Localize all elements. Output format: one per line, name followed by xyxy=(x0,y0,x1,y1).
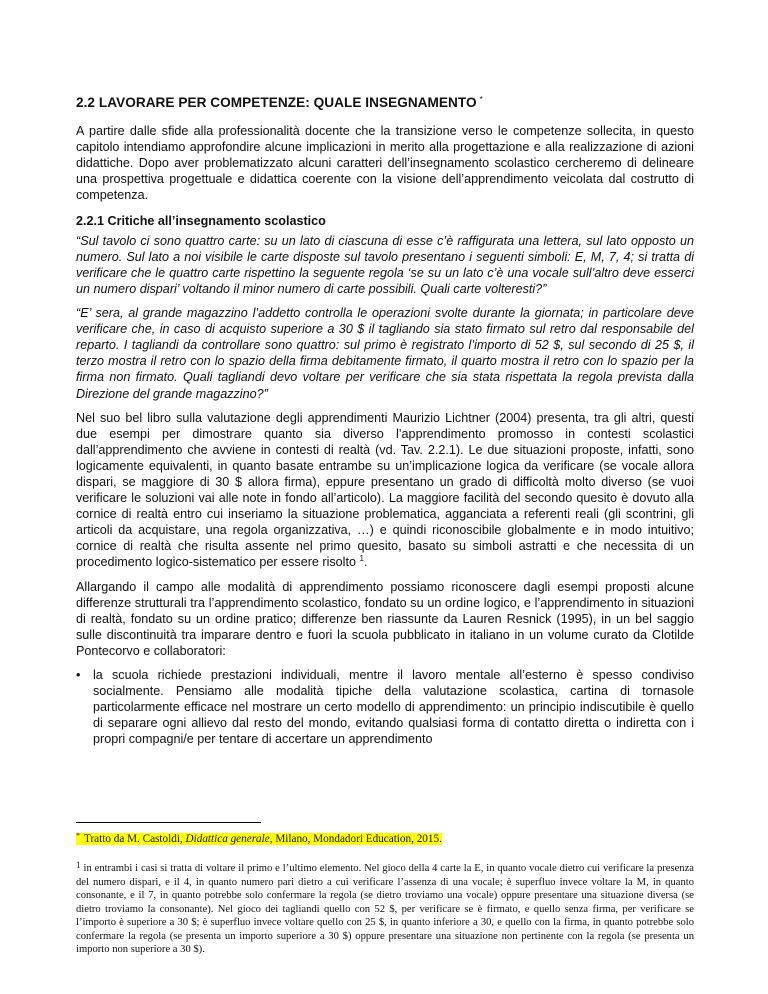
document-page xyxy=(76,84,694,747)
footnote-source-post: , Milano, Mondadori Education, 2015. xyxy=(269,833,442,845)
quote-store: “E’ sera, al grande magazzino l’addetto controlla le operazioni svolte durante la giornata; in particolare deve verificare che, in caso di acquisto superiore a 30 $ il tagliando sia stato firmato sul retro dal responsabile del reparto. I tagliandi da controllare sono quattro: sul primo è registrato l’importo di 52 $, sul secondo di 25 $, il terzo mostra il retro con lo spazio della firma debitamente firmato, il quarto mostra il retro con lo spazio per la firma non firmato. Quali tagliandi devo voltare per verificare che sia stata rispettata la regola prevista dalla Direzione del grande magazzino?” xyxy=(76,306,694,401)
paragraph-lichtner-end: . xyxy=(363,555,368,570)
footnote-ref-1[interactable]: 1 xyxy=(359,554,364,564)
paragraph-lichtner-text: Nel suo bel libro sulla valutazione degli apprendimenti Maurizio Lichtner (2004) presenta, tra gli altri, questi due esempi per dimostrare quanto sia diverso l’apprendimento promosso in contesti scolastici dall’apprendimento che avviene in contesti di realtà (vd. Tav. 2.2.1). Le due situazioni proposte, infatti, sono logicamente equivalenti, in quanto basate entrambe su un’implicazione logica da verificare (se vocale allora dispari, se maggiore di 30 $ allora firma), eppure presentano un grado di difficoltà molto diverso (se vuoi verificare le soluzioni vai alle note in fondo all’articolo). La maggiore facilità del secondo quesito è dovuto alla cornice di realtà entro cui inseriamo la situazione problematica, agganciata a referenti reali (gli scontrini, gli articoli da acquistare, una regola organizzativa, …) e quindi riconoscibile globalmente e in modo intuitivo; cornice di realtà che risulta assente nel primo quesito, basato su simboli astratti e che necessita di un procedimento logico-sistematico per essere risolto xyxy=(76,410,694,570)
footnote-source-pre: Tratto da M. Castoldi, xyxy=(84,833,186,845)
section-heading: 2.2.1 Critiche all’insegnamento scolastico xyxy=(76,213,326,228)
bullet-list xyxy=(76,667,694,747)
chapter-heading xyxy=(76,92,694,111)
paragraph-lichtner xyxy=(76,410,694,571)
footnote-1-text: in entrambi i casi si tratta di voltare il primo e l’ultimo elemento. Nel gioco della 4 carte la E, in quanto vocale dietro cui verificare la presenza del numero dispari, e il 4, in quanto numero pari dietro a cui verificare l’assenza di una vocale; è superfluo invece voltare la M, in quanto consonante, e il 7, in quanto potrebbe solo confermare la regola (se dietro troviamo una vocale) oppure presentare una situazione diversa (se dietro troviamo la consonante). Nel gioco dei tagliandi quello con 52 $, per verificare se è firmato, e quello senza firma, per verificare se l’importo è superiore a 30 $; è superfluo invece voltare quello con 25 $, in quanto inferiore a 30, e quello con la firma, in quanto potrebbe solo confermare la regola (se presenta un importo superiore a 30 $) oppure presentare una situazione non pertinente con la regola (se presenta un importo non superiore a 30 $). xyxy=(76,863,694,955)
list-item-text: la scuola richiede prestazioni individuali, mentre il lavoro mentale all’esterno è spesso condiviso socialmente. Pensiamo alle modalità tipiche della valutazione scolastica, cartina di tornasole particolarmente efficace nel mostrare un certo modello di apprendimento: un principio indiscutibile è quello di separare ogni allievo dal resto del mondo, evitando qualsiasi forma di contatto diretta o indiretta con i propri compagni/e per tentare di accertare un apprendimento xyxy=(93,668,694,747)
footnote-1-number: 1 xyxy=(76,860,81,870)
source-footnote-marker[interactable]: * xyxy=(479,95,483,104)
footnote-source xyxy=(76,829,694,846)
quote-cards: “Sul tavolo ci sono quattro carte: su un lato di ciascuna di esse c’è raffigurata una lettera, sul lato opposto un numero. Sul lato a noi visibile le carte disposte sul tavolo presentano i seguenti simboli: E, M, 7, 4; si tratta di verificare che le quattro carte rispettino la seguente regola ‘se su un lato c’è una vocale sull’altro deve esserci un numero dispari’ voltando il minor numero di carte possibili. Quali carte volteresti?” xyxy=(76,233,694,296)
footnotes-area xyxy=(76,822,694,957)
intro-paragraph: A partire dalle sfide alla professionalità docente che la transizione verso le competenze sollecita, in questo capitolo intendiamo approfondire alcune implicazioni in merito alla progettazione e alla realizzazione di azioni didattiche. Dopo aver problematizzato alcuni caratteri dell’insegnamento scolastico cercheremo di delineare una prospettiva progettuale e didattica coerente con la visione dell’apprendimento veicolata dal costrutto di competenza. xyxy=(76,124,694,203)
footnote-separator xyxy=(76,822,261,823)
footnote-source-star: * xyxy=(76,831,80,840)
footnote-source-highlight xyxy=(76,833,442,845)
list-item xyxy=(76,667,694,747)
bullet-mark: • xyxy=(76,668,81,682)
chapter-title: 2.2 LAVORARE PER COMPETENZE: QUALE INSEGNAMENTO xyxy=(76,95,477,110)
footnote-source-book: Didattica generale xyxy=(185,833,270,845)
paragraph-resnick: Allargando il campo alle modalità di apprendimento possiamo riconoscere dagli esempi proposti alcune differenze strutturali tra l’apprendimento scolastico, fondato su un ordine logico, e l’apprendimento in situazioni di realtà, fondato su un ordine pratico; differenze ben riassunte da Lauren Resnick (1995), in un bel saggio sulle discontinuità tra imparare dentro e fuori la scuola pubblicato in italiano in un volume curato da Clotilde Pontecorvo e collaboratori: xyxy=(76,579,694,658)
footnote-1 xyxy=(76,859,694,957)
